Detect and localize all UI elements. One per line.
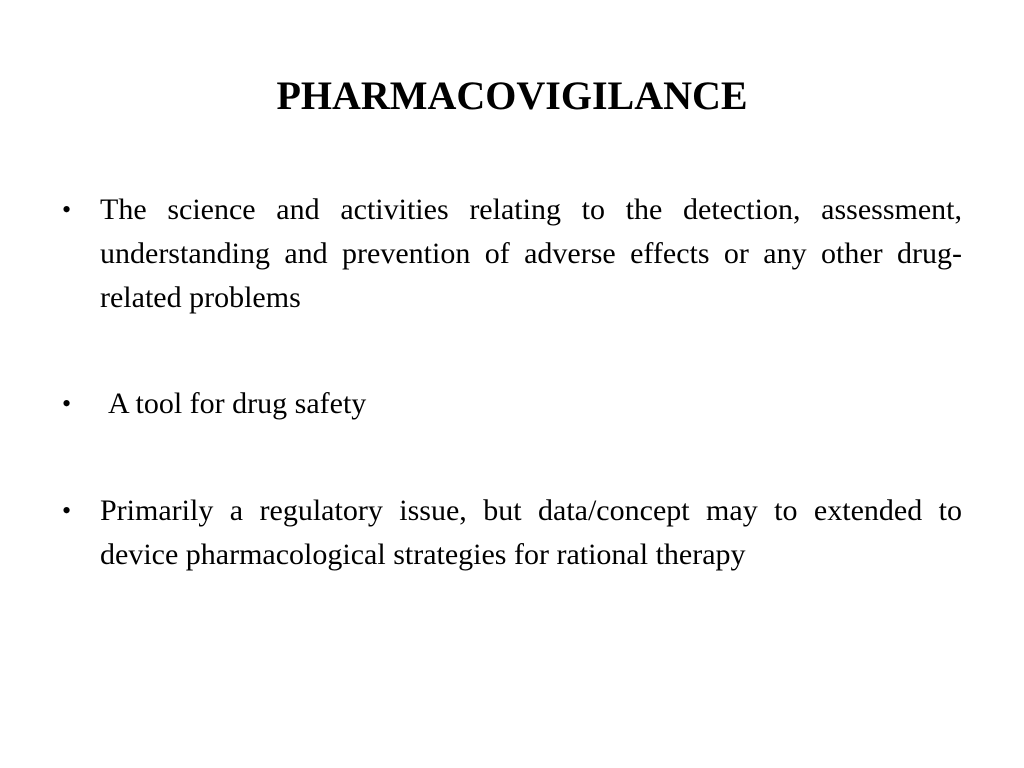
slide-title: PHARMACOVIGILANCE [276, 73, 748, 118]
bullet-text: Primarily a regulatory issue, but data/concept may to extended to device pharmacological strategies for rational therapy [100, 494, 962, 571]
bullet-text: A tool for drug safety [108, 387, 367, 420]
bullet-icon: • [62, 496, 72, 525]
bullet-icon: • [62, 389, 72, 418]
bullet-text: The science and activities relating to the detection, assessment, understanding and prevention of adverse effects or any other drug-related problems [100, 193, 962, 314]
bullet-icon: • [62, 195, 72, 224]
